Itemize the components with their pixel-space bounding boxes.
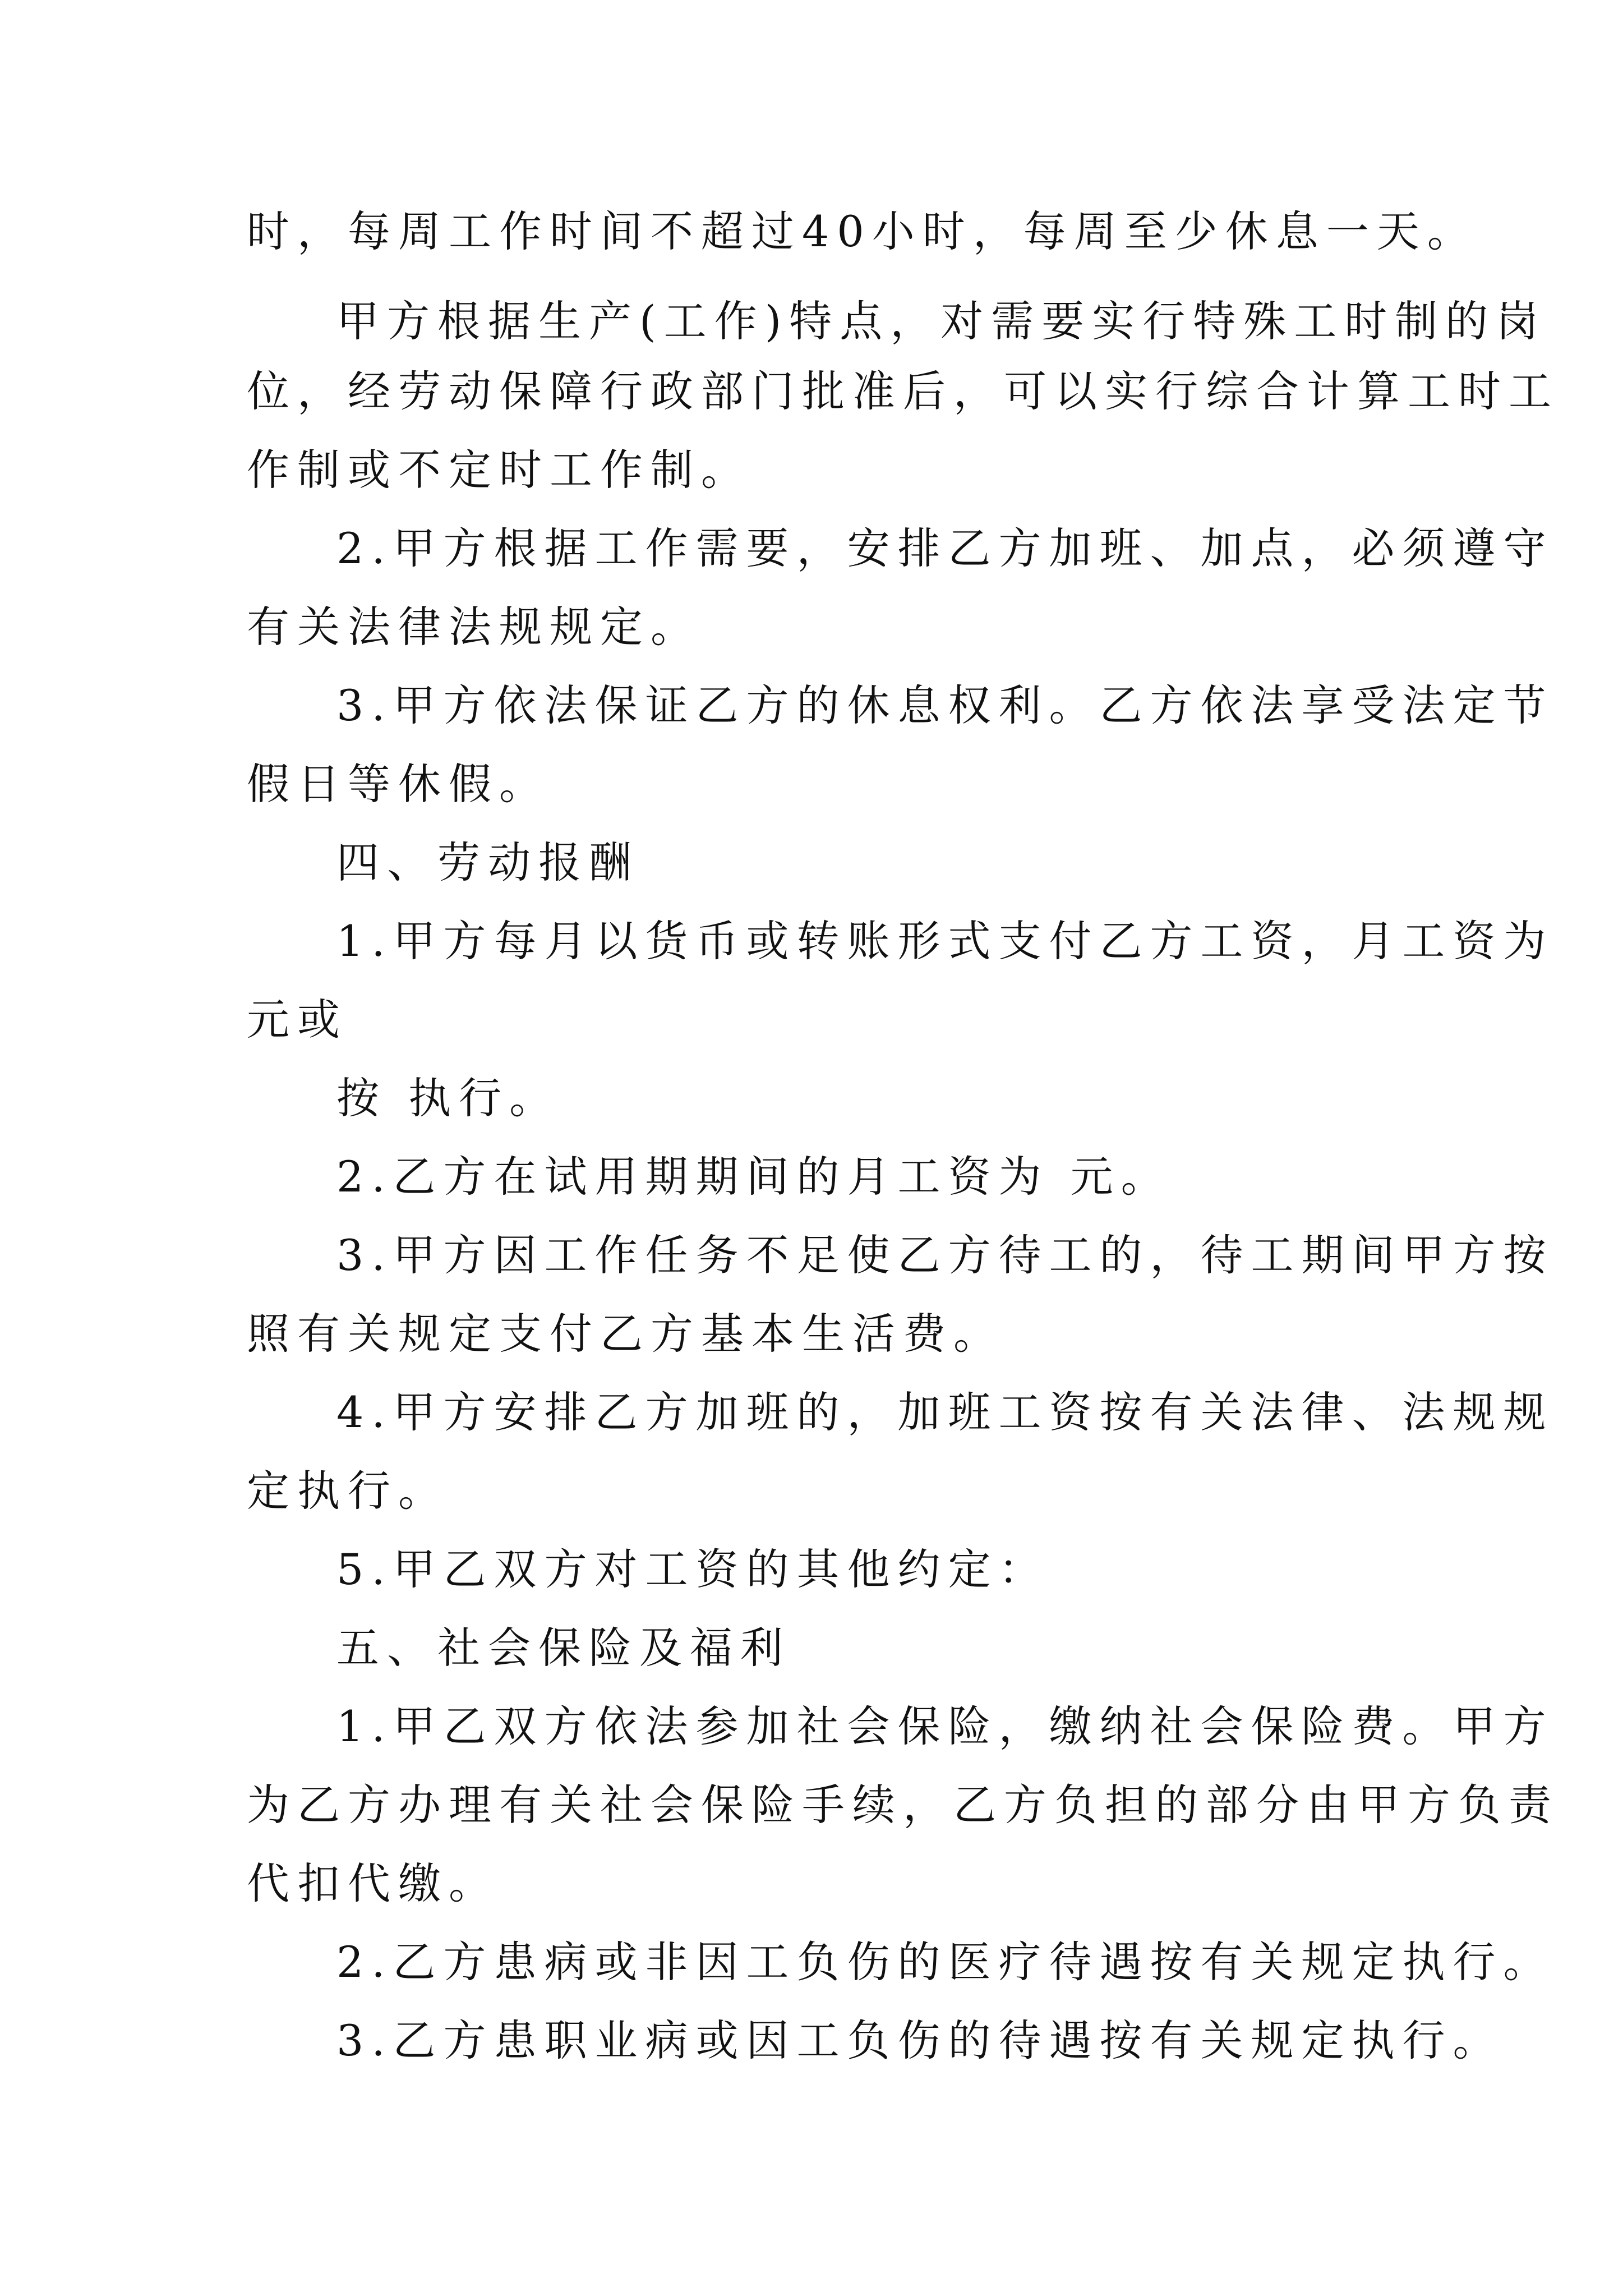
text-line: 元或	[247, 995, 348, 1045]
text-line: 定执行。	[247, 1466, 449, 1516]
text-line: 代扣代缴。	[247, 1858, 499, 1908]
text-line: 3.甲方因工作任务不足使乙方待工的，待工期间甲方按	[336, 1230, 1554, 1280]
text-line: 照有关规定支付乙方基本生活费。	[247, 1309, 1004, 1359]
text-line: 作制或不定时工作制。	[247, 445, 751, 495]
text-line: 2.乙方患病或非因工负伤的医疗待遇按有关规定执行。	[336, 1937, 1554, 1987]
text-line: 为乙方办理有关社会保险手续，乙方负担的部分由甲方负责	[247, 1780, 1559, 1830]
text-line: 甲方根据生产(工作)特点，对需要实行特殊工时制的岗	[336, 296, 1547, 346]
text-line: 3.乙方患职业病或因工负伤的待遇按有关规定执行。	[336, 2016, 1504, 2065]
section-heading: 四、劳动报酬	[336, 838, 639, 887]
text-line: 2.甲方根据工作需要，安排乙方加班、加点，必须遵守	[336, 523, 1554, 573]
text-line: 假日等休假。	[247, 759, 550, 809]
text-line: 4.甲方安排乙方加班的，加班工资按有关法律、法规规	[336, 1387, 1554, 1437]
section-heading: 五、社会保险及福利	[336, 1623, 791, 1673]
text-line: 有关法律法规规定。	[247, 602, 701, 652]
text-line: 时，每周工作时间不超过40小时，每周至少休息一天。	[247, 206, 1478, 256]
text-line: 2.乙方在试用期期间的月工资为 元。	[336, 1152, 1172, 1202]
text-line: 位，经劳动保障行政部门批准后，可以实行综合计算工时工	[247, 366, 1559, 416]
text-line: 3.甲方依法保证乙方的休息权利。乙方依法享受法定节	[336, 680, 1554, 730]
text-line: 5.甲乙双方对工资的其他约定：	[336, 1544, 1049, 1594]
text-line: 按 执行。	[336, 1073, 560, 1123]
text-line: 1.甲乙双方依法参加社会保险，缴纳社会保险费。甲方	[336, 1701, 1554, 1751]
text-line: 1.甲方每月以货币或转账形式支付乙方工资，月工资为	[336, 916, 1554, 966]
